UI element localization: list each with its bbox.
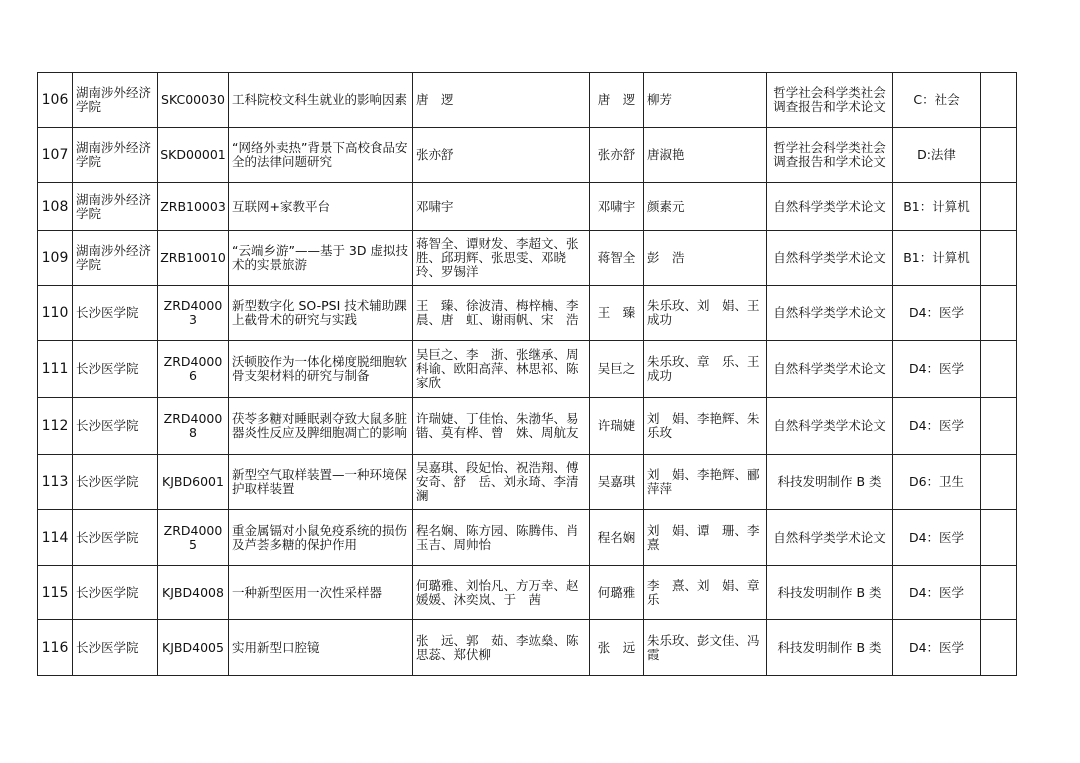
- school-cell: 长沙医学院: [73, 510, 158, 566]
- empty-cell: [981, 73, 1017, 128]
- project-code-cell: ZRB10010: [158, 231, 229, 286]
- members-cell: 张 远、郭 茹、李竑燊、陈思蕊、郑伏柳: [413, 620, 590, 676]
- leader-cell: 王 臻: [590, 286, 644, 341]
- row-number: 111: [38, 341, 73, 398]
- school-cell: 湖南涉外经济学院: [73, 231, 158, 286]
- table-row: [38, 398, 1017, 455]
- project-code-cell: KJBD6001: [158, 455, 229, 510]
- project-table: [37, 72, 1017, 676]
- discipline-cell: C：社会: [893, 73, 981, 128]
- row-number: 106: [38, 73, 73, 128]
- empty-cell: [981, 455, 1017, 510]
- table-row: [38, 183, 1017, 231]
- project-title-cell: 实用新型口腔镜: [229, 620, 413, 676]
- row-number: 114: [38, 510, 73, 566]
- row-number: 109: [38, 231, 73, 286]
- table-row: [38, 73, 1017, 128]
- project-title-cell: 互联网+家教平台: [229, 183, 413, 231]
- advisor-cell: 颜素元: [644, 183, 767, 231]
- table-row: [38, 341, 1017, 398]
- row-number: 110: [38, 286, 73, 341]
- project-code-cell: ZRD40006: [158, 341, 229, 398]
- category-cell: 哲学社会科学类社会调查报告和学术论文: [767, 73, 893, 128]
- leader-cell: 唐 逻: [590, 73, 644, 128]
- category-cell: 自然科学类学术论文: [767, 398, 893, 455]
- members-cell: 蒋智全、谭财发、李超文、张 胜、邱玥辉、张思雯、邓晓玲、罗锡洋: [413, 231, 590, 286]
- leader-cell: 何璐雅: [590, 566, 644, 620]
- row-number: 108: [38, 183, 73, 231]
- members-cell: 吴嘉琪、段妃怡、祝浩翔、傅安奇、舒 岳、刘永琦、李清澜: [413, 455, 590, 510]
- empty-cell: [981, 398, 1017, 455]
- discipline-cell: D4：医学: [893, 566, 981, 620]
- discipline-cell: D4：医学: [893, 341, 981, 398]
- project-title-cell: 沃顿胶作为一体化梯度脱细胞软骨支架材料的研究与制备: [229, 341, 413, 398]
- members-cell: 何璐雅、刘怡凡、方万幸、赵媛媛、沐奕岚、于 茜: [413, 566, 590, 620]
- leader-cell: 邓啸宇: [590, 183, 644, 231]
- project-code-cell: KJBD4005: [158, 620, 229, 676]
- project-title-cell: “网络外卖热”背景下高校食品安全的法律问题研究: [229, 128, 413, 183]
- school-cell: 长沙医学院: [73, 286, 158, 341]
- advisor-cell: 彭 浩: [644, 231, 767, 286]
- empty-cell: [981, 286, 1017, 341]
- table-row: [38, 231, 1017, 286]
- empty-cell: [981, 183, 1017, 231]
- advisor-cell: 朱乐玫、刘 娟、王成功: [644, 286, 767, 341]
- category-cell: 自然科学类学术论文: [767, 286, 893, 341]
- advisor-cell: 朱乐玫、彭文佳、冯 霞: [644, 620, 767, 676]
- project-code-cell: KJBD4008: [158, 566, 229, 620]
- school-cell: 湖南涉外经济学院: [73, 73, 158, 128]
- project-title-cell: “云端乡游”——基于 3D 虚拟技术的实景旅游: [229, 231, 413, 286]
- leader-cell: 张 远: [590, 620, 644, 676]
- project-title-cell: 新型空气取样装置—一种环境保护取样装置: [229, 455, 413, 510]
- school-cell: 长沙医学院: [73, 620, 158, 676]
- advisor-cell: 刘 娟、谭 珊、李 熹: [644, 510, 767, 566]
- school-cell: 长沙医学院: [73, 341, 158, 398]
- school-cell: 湖南涉外经济学院: [73, 183, 158, 231]
- discipline-cell: D4：医学: [893, 398, 981, 455]
- empty-cell: [981, 341, 1017, 398]
- advisor-cell: 唐淑艳: [644, 128, 767, 183]
- leader-cell: 张亦舒: [590, 128, 644, 183]
- project-code-cell: SKD00001: [158, 128, 229, 183]
- row-number: 116: [38, 620, 73, 676]
- discipline-cell: D6：卫生: [893, 455, 981, 510]
- members-cell: 张亦舒: [413, 128, 590, 183]
- advisor-cell: 朱乐玫、章 乐、王成功: [644, 341, 767, 398]
- category-cell: 自然科学类学术论文: [767, 231, 893, 286]
- leader-cell: 程名娴: [590, 510, 644, 566]
- discipline-cell: D4：医学: [893, 510, 981, 566]
- school-cell: 湖南涉外经济学院: [73, 128, 158, 183]
- category-cell: 哲学社会科学类社会调查报告和学术论文: [767, 128, 893, 183]
- project-title-cell: 重金属镉对小鼠免疫系统的损伤及芦荟多糖的保护作用: [229, 510, 413, 566]
- advisor-cell: 刘 娟、李艳辉、郦萍萍: [644, 455, 767, 510]
- members-cell: 吴巨之、李 浙、张继承、周科谕、欧阳高萍、林思祁、陈家欣: [413, 341, 590, 398]
- table-row: [38, 566, 1017, 620]
- project-title-cell: 新型数字化 SO-PSI 技术辅助踝上截骨术的研究与实践: [229, 286, 413, 341]
- project-title-cell: 茯苓多糖对睡眠剥夺致大鼠多脏器炎性反应及脾细胞凋亡的影响: [229, 398, 413, 455]
- category-cell: 自然科学类学术论文: [767, 183, 893, 231]
- category-cell: 科技发明制作 B 类: [767, 455, 893, 510]
- members-cell: 邓啸宇: [413, 183, 590, 231]
- empty-cell: [981, 620, 1017, 676]
- row-number: 112: [38, 398, 73, 455]
- members-cell: 许瑞婕、丁佳怡、朱渤华、易 锴、莫有桦、曾 姝、周航友: [413, 398, 590, 455]
- members-cell: 王 臻、徐波清、梅梓楠、李 晨、唐 虹、谢雨帆、宋 浩: [413, 286, 590, 341]
- discipline-cell: B1：计算机: [893, 183, 981, 231]
- leader-cell: 吴嘉琪: [590, 455, 644, 510]
- table-row: [38, 286, 1017, 341]
- leader-cell: 许瑞婕: [590, 398, 644, 455]
- project-title-cell: 一种新型医用一次性采样器: [229, 566, 413, 620]
- discipline-cell: D:法律: [893, 128, 981, 183]
- advisor-cell: 李 熹、刘 娟、章 乐: [644, 566, 767, 620]
- category-cell: 科技发明制作 B 类: [767, 620, 893, 676]
- empty-cell: [981, 231, 1017, 286]
- leader-cell: 蒋智全: [590, 231, 644, 286]
- school-cell: 长沙医学院: [73, 566, 158, 620]
- category-cell: 科技发明制作 B 类: [767, 566, 893, 620]
- empty-cell: [981, 566, 1017, 620]
- project-code-cell: ZRD40003: [158, 286, 229, 341]
- project-code-cell: SKC00030: [158, 73, 229, 128]
- table-row: [38, 620, 1017, 676]
- discipline-cell: D4：医学: [893, 620, 981, 676]
- row-number: 107: [38, 128, 73, 183]
- empty-cell: [981, 510, 1017, 566]
- category-cell: 自然科学类学术论文: [767, 510, 893, 566]
- row-number: 115: [38, 566, 73, 620]
- leader-cell: 吴巨之: [590, 341, 644, 398]
- discipline-cell: B1：计算机: [893, 231, 981, 286]
- project-title-cell: 工科院校文科生就业的影响因素: [229, 73, 413, 128]
- category-cell: 自然科学类学术论文: [767, 341, 893, 398]
- advisor-cell: 柳芳: [644, 73, 767, 128]
- empty-cell: [981, 128, 1017, 183]
- table-row: [38, 128, 1017, 183]
- row-number: 113: [38, 455, 73, 510]
- table-row: [38, 510, 1017, 566]
- table-body: [38, 73, 1017, 676]
- members-cell: 唐 逻: [413, 73, 590, 128]
- discipline-cell: D4：医学: [893, 286, 981, 341]
- project-code-cell: ZRD40005: [158, 510, 229, 566]
- advisor-cell: 刘 娟、李艳辉、朱乐玫: [644, 398, 767, 455]
- project-code-cell: ZRB10003: [158, 183, 229, 231]
- members-cell: 程名娴、陈方园、陈腾伟、肖玉吉、周帅怡: [413, 510, 590, 566]
- school-cell: 长沙医学院: [73, 398, 158, 455]
- project-code-cell: ZRD40008: [158, 398, 229, 455]
- school-cell: 长沙医学院: [73, 455, 158, 510]
- table-row: [38, 455, 1017, 510]
